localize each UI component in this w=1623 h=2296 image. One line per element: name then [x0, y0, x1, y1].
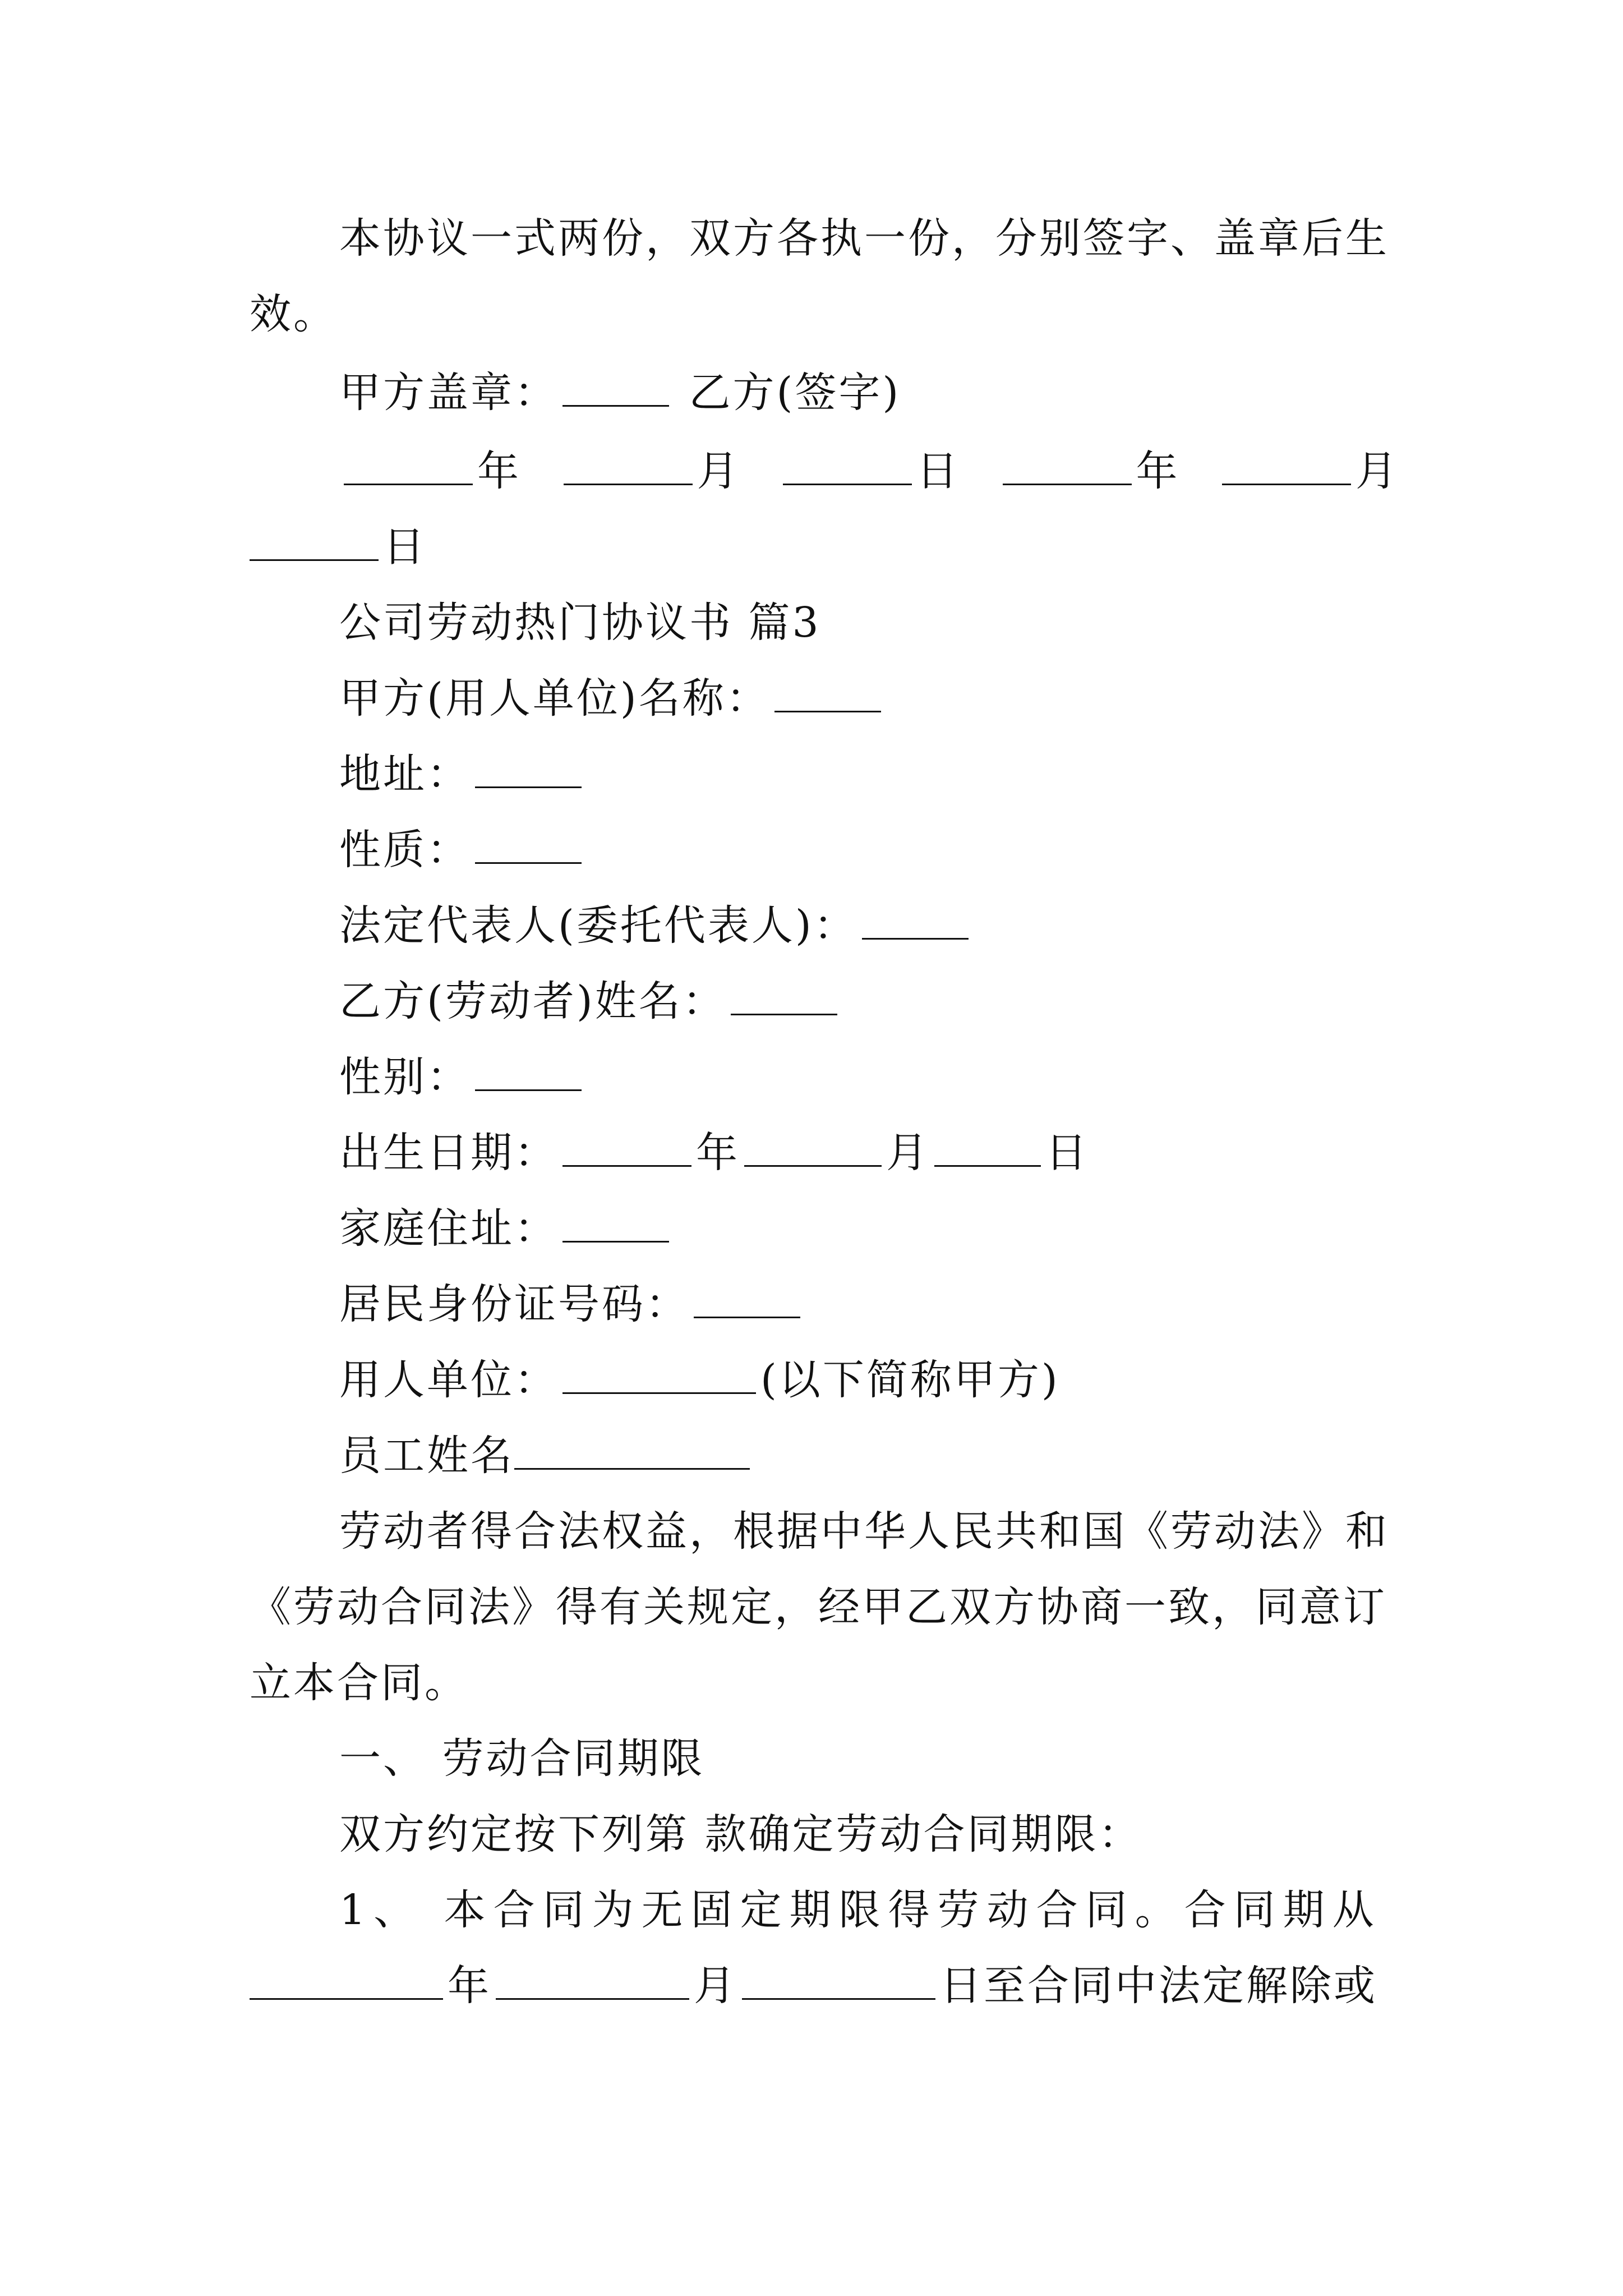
- blank-field: [562, 1359, 756, 1394]
- paragraph-line: [250, 1579, 1399, 1635]
- blank-field: [564, 450, 693, 485]
- section-heading: [339, 595, 1399, 651]
- text: 1、 本合同为无固定期限得劳动合同。合同期从: [339, 1886, 1382, 1934]
- year-label: 年: [1136, 447, 1180, 495]
- form-line: [339, 1428, 1399, 1484]
- signature-line: [339, 365, 1399, 421]
- text: 效。: [250, 290, 337, 338]
- paragraph-line: [339, 1806, 1399, 1862]
- month-label: 月: [697, 447, 741, 495]
- blank-field: [744, 1131, 882, 1167]
- blank-field: [774, 677, 881, 712]
- section-heading: [339, 1731, 1399, 1787]
- field-label: 性质：: [339, 826, 471, 874]
- blank-field: [1003, 450, 1132, 485]
- day-label: 日: [916, 447, 960, 495]
- blank-field: [694, 1283, 800, 1318]
- field-label: 甲方(用人单位)名称：: [339, 674, 770, 723]
- field-label: 法定代表人(委托代表人)：: [339, 901, 857, 950]
- blank-field: [562, 1131, 691, 1167]
- year-label: 年: [448, 1962, 491, 2010]
- paragraph-line: [250, 286, 1399, 342]
- blank-field: [475, 829, 582, 864]
- year-label: 年: [696, 1129, 740, 1177]
- date-group: [339, 443, 521, 499]
- blank-field: [562, 1207, 669, 1243]
- date-group: [1218, 443, 1399, 499]
- party-b-sign-label: 乙方(签字): [689, 369, 901, 417]
- date-line: [250, 519, 1399, 575]
- year-label: 年: [477, 447, 521, 495]
- date-line: [339, 443, 1399, 499]
- date-group: [559, 443, 741, 499]
- form-line: [339, 1276, 1399, 1332]
- blank-field: [514, 1434, 750, 1470]
- text: 《劳动合同法》得有关规定，经甲乙双方协商一致，同意订: [250, 1583, 1387, 1631]
- blank-field: [496, 1964, 689, 2000]
- form-line: [339, 670, 1399, 726]
- day-label: 日: [383, 523, 427, 571]
- field-label: 乙方(劳动者)姓名：: [339, 977, 726, 1025]
- field-label: 家庭住址：: [339, 1204, 558, 1253]
- blank-field: [250, 526, 379, 561]
- date-group: [778, 443, 960, 499]
- blank-field: [562, 371, 669, 407]
- blank-field: [1222, 450, 1351, 485]
- section-title: 公司劳动热门协议书 篇3: [339, 599, 821, 647]
- field-note: (以下简称甲方): [760, 1356, 1060, 1404]
- blank-field: [475, 753, 582, 788]
- day-label: 日: [1045, 1129, 1089, 1177]
- month-label: 月: [1355, 447, 1399, 495]
- blank-field: [934, 1131, 1041, 1167]
- field-label: 用人单位：: [339, 1356, 558, 1404]
- month-label: 月: [694, 1962, 737, 2010]
- text: 立本合同。: [250, 1659, 468, 1707]
- form-line: [339, 898, 1399, 954]
- field-label: 出生日期：: [339, 1129, 558, 1177]
- field-label: 地址：: [339, 750, 471, 798]
- text: 日至合同中法定解除或: [940, 1962, 1377, 2010]
- text: 劳动者得合法权益，根据中华人民共和国《劳动法》和: [339, 1507, 1389, 1556]
- blank-field: [475, 1056, 582, 1091]
- form-line: [339, 1125, 1399, 1181]
- paragraph-line: [250, 1958, 1399, 2014]
- form-line: [339, 822, 1399, 878]
- field-label: 员工姓名: [339, 1432, 514, 1480]
- paragraph-line: [339, 1882, 1399, 1938]
- blank-field: [250, 1964, 443, 2000]
- blank-field: [731, 980, 837, 1015]
- field-label: 居民身份证号码：: [339, 1280, 689, 1328]
- party-a-seal-label: 甲方盖章：: [339, 369, 558, 417]
- date-group: [998, 443, 1180, 499]
- form-line: [339, 1200, 1399, 1257]
- text: 双方约定按下列第 款确定劳动合同期限：: [339, 1810, 1142, 1858]
- paragraph-line: [250, 1655, 1399, 1711]
- section-title: 一、 劳动合同期限: [339, 1734, 705, 1783]
- form-line: [339, 746, 1399, 802]
- form-line: [339, 973, 1399, 1029]
- field-label: 性别：: [339, 1053, 471, 1101]
- blank-field: [742, 1964, 935, 2000]
- blank-field: [344, 450, 473, 485]
- form-line: [339, 1049, 1399, 1105]
- month-label: 月: [886, 1129, 930, 1177]
- text: 本协议一式两份，双方各执一份，分别签字、盖章后生: [339, 214, 1389, 263]
- paragraph-line: [339, 210, 1399, 266]
- form-line: [339, 1352, 1399, 1408]
- blank-field: [783, 450, 912, 485]
- paragraph-line: [339, 1503, 1399, 1559]
- blank-field: [862, 904, 969, 940]
